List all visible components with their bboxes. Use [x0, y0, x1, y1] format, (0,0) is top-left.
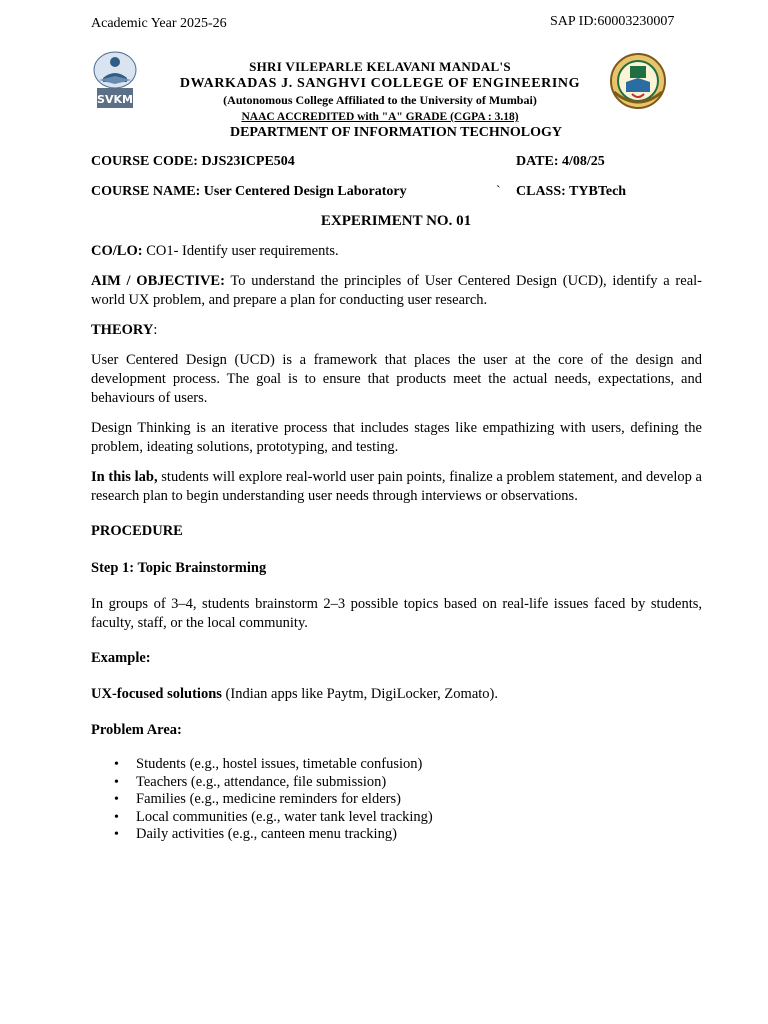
sap-id: SAP ID:60003230007: [550, 14, 675, 29]
aim-paragraph: [91, 272, 702, 310]
step1-text: In groups of 3–4, students brainstorm 2–3 possible topics based on real-life issues faced by students, faculty, staff, or the local community.: [91, 596, 702, 631]
accreditation: NAAC ACCREDITED with "A" GRADE (CGPA : 3.18): [241, 111, 519, 123]
list-item: • Daily activities (e.g., canteen menu tracking): [114, 826, 397, 842]
bullet-icon: •: [114, 809, 119, 825]
step1-heading: Step 1: Topic Brainstorming: [91, 560, 267, 576]
college-name: DWARKADAS J. SANGHVI COLLEGE OF ENGINEERING: [179, 76, 581, 91]
theory-heading: [91, 321, 702, 340]
theory-paragraph-1: User Centered Design (UCD) is a framework that places the user at the core of the design and development process. The goal is to ensure that products meet the actual needs, expectations, and behaviours of users.: [91, 352, 702, 406]
institution-header: [150, 58, 610, 126]
procedure-heading: PROCEDURE: [91, 523, 183, 539]
list-item: • Families (e.g., medicine reminders for elders): [114, 791, 401, 807]
list-item: • Teachers (e.g., attendance, file submission): [114, 773, 387, 790]
affiliation: (Autonomous College Affiliated to the University of Mumbai): [223, 93, 537, 107]
theory-colon: :: [153, 322, 158, 338]
theory-label: THEORY: [91, 322, 154, 338]
theory-paragraph-2: Design Thinking is an iterative process that includes stages like empathizing with users, defining the problem, ideating solutions, prototyping, and testing.: [91, 420, 702, 455]
aim-label: AIM / OBJECTIVE:: [91, 273, 225, 289]
svkm-logo-text: SVKM: [97, 93, 133, 106]
aim-text: To understand the principles of User Centered Design (UCD), identify a real-world UX problem, and prepare a plan for conducting user research.: [91, 273, 702, 308]
lab-text: students will explore real-world user pain points, finalize a problem statement, and develop a research plan to begin understanding user needs through interviews or observations.: [91, 469, 702, 504]
co-lo-line: [91, 242, 702, 261]
problem-area-heading: Problem Area:: [91, 722, 182, 738]
department-title: DEPARTMENT OF INFORMATION TECHNOLOGY: [229, 125, 563, 140]
list-item: • Local communities (e.g., water tank level tracking): [114, 808, 433, 825]
example-heading: Example:: [91, 650, 151, 666]
bullet-icon: •: [114, 757, 119, 772]
bullet-icon: •: [114, 774, 119, 790]
problem-area-list: [91, 756, 433, 844]
bullet-icon: •: [114, 827, 119, 842]
class-name: CLASS: TYBTech: [516, 184, 627, 199]
lab-label: In this lab,: [91, 469, 158, 485]
course-name: COURSE NAME: User Centered Design Laboratory: [91, 184, 407, 199]
bullet-icon: •: [114, 792, 119, 807]
list-item: • Students (e.g., hostel issues, timetable confusion): [114, 756, 423, 772]
date: DATE: 4/08/25: [516, 154, 605, 169]
ux-solutions-line: [91, 685, 702, 704]
ux-text: (Indian apps like Paytm, DigiLocker, Zomato).: [221, 686, 498, 702]
experiment-title: EXPERIMENT NO. 01: [320, 213, 472, 229]
course-code: COURSE CODE: DJS23ICPE504: [91, 154, 295, 169]
trust-name: SHRI VILEPARLE KELAVANI MANDAL'S: [249, 59, 511, 74]
ux-label: UX-focused solutions: [91, 686, 222, 702]
academic-year: Academic Year 2025-26: [91, 16, 227, 31]
college-crest-logo: [608, 52, 668, 110]
lab-paragraph: [91, 468, 702, 506]
co-lo-text: CO1- Identify user requirements.: [142, 243, 339, 259]
co-lo-label: CO/LO:: [91, 243, 143, 259]
svkm-logo: [91, 50, 139, 110]
stray-backtick: `: [496, 184, 501, 199]
